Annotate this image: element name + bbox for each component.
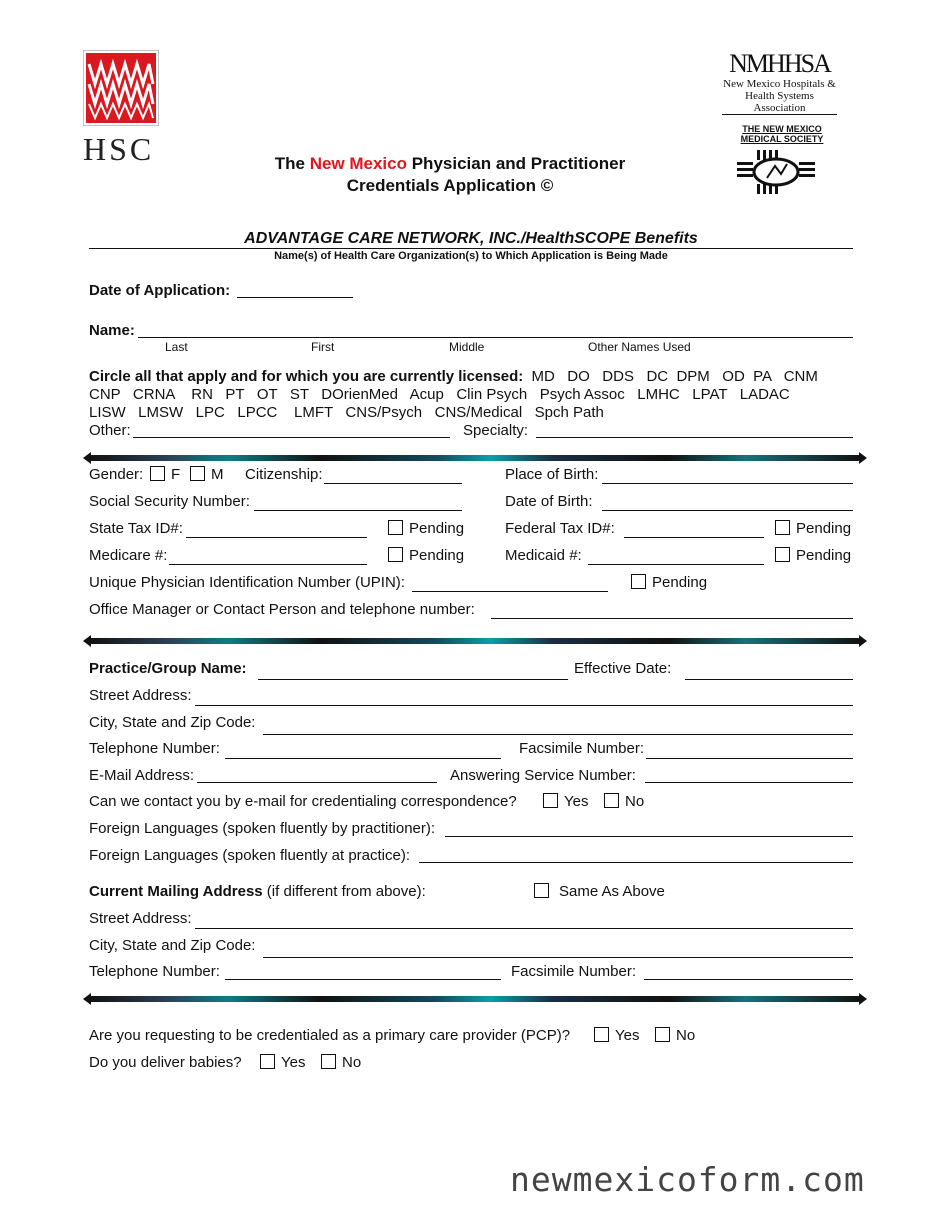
medicare-pending-label: Pending <box>409 547 465 564</box>
pcp-no[interactable] <box>655 1027 695 1045</box>
medicaid-field[interactable] <box>588 564 764 565</box>
name-sub-first: First <box>311 340 335 354</box>
babies-no-label: No <box>342 1054 362 1071</box>
title-highlight: New Mexico <box>309 154 407 173</box>
license-other-label: Other: <box>89 422 131 439</box>
pcp-no-label: No <box>676 1027 696 1044</box>
federal-tax-label: Federal Tax ID#: <box>505 520 615 537</box>
section-divider-3 <box>89 996 861 1002</box>
effective-date-label: Effective Date: <box>574 660 672 677</box>
citizenship-label: Citizenship: <box>245 466 323 483</box>
babies-yes-checkbox[interactable] <box>260 1054 275 1069</box>
pcp-yes[interactable] <box>594 1027 639 1045</box>
title-pre: The <box>274 154 310 173</box>
upin-label: Unique Physician Identification Number (UPIN): <box>89 574 405 591</box>
federal-tax-pending-label: Pending <box>796 520 852 537</box>
mailing-city-field[interactable] <box>263 957 853 958</box>
license-types-3[interactable]: LISW LMSW LPC LPCC LMFT CNS/Psych CNS/Medical Spch Path <box>89 404 604 421</box>
gender-m-label: M <box>211 466 224 483</box>
mailing-street-field[interactable] <box>195 928 853 929</box>
contact-email-no[interactable] <box>604 793 644 811</box>
pcp-no-checkbox[interactable] <box>655 1027 670 1042</box>
pcp-yes-checkbox[interactable] <box>594 1027 609 1042</box>
medicare-label: Medicare #: <box>89 547 168 564</box>
nmhhsa-abbr: NMHHSA <box>729 49 830 78</box>
title-post: Physician and Practitioner <box>407 154 626 173</box>
same-as-above-checkbox[interactable] <box>534 883 549 898</box>
federal-tax-field[interactable] <box>624 537 764 538</box>
date-of-application-label: Date of Application: <box>89 282 231 299</box>
practice-email-label: E-Mail Address: <box>89 767 195 784</box>
mailing-title: Current Mailing Address <box>89 883 263 900</box>
pcp-yes-label: Yes <box>615 1027 640 1044</box>
license-intro: Circle all that apply and for which you are currently licensed: <box>89 368 524 385</box>
organization-caption: Name(s) of Health Care Organization(s) to Which Application is Being Made <box>274 250 668 262</box>
practice-street-field[interactable] <box>195 705 853 706</box>
nmhhsa-line1: New Mexico Hospitals & <box>723 78 836 90</box>
practice-telephone-field[interactable] <box>225 758 501 759</box>
gender-label: Gender: <box>89 466 144 483</box>
practice-fax-field[interactable] <box>646 758 853 759</box>
practice-group-name-label: Practice/Group Name: <box>89 660 247 677</box>
effective-date-field[interactable] <box>685 679 853 680</box>
dob-label: Date of Birth: <box>505 493 593 510</box>
medicare-field[interactable] <box>169 564 367 565</box>
hsc-logo-text: HSC <box>83 131 155 167</box>
babies-yes[interactable] <box>260 1054 305 1072</box>
form-title <box>200 153 700 197</box>
federal-tax-pending-checkbox[interactable] <box>775 520 790 535</box>
mailing-telephone-label: Telephone Number: <box>89 963 220 980</box>
dob-field[interactable] <box>602 510 853 511</box>
mailing-address-heading <box>89 883 426 901</box>
contact-email-yes-checkbox[interactable] <box>543 793 558 808</box>
section-divider-2 <box>89 638 861 644</box>
name-sub-middle: Middle <box>449 340 485 354</box>
medicaid-pending[interactable] <box>775 547 851 565</box>
languages-practitioner-label: Foreign Languages (spoken fluently by practitioner): <box>89 820 436 837</box>
medicare-pending-checkbox[interactable] <box>388 547 403 562</box>
state-tax-pending-checkbox[interactable] <box>388 520 403 535</box>
medicaid-pending-label: Pending <box>796 547 852 564</box>
languages-practice-label: Foreign Languages (spoken fluently at practice): <box>89 847 411 864</box>
same-as-above[interactable] <box>534 883 665 901</box>
state-tax-label: State Tax ID#: <box>89 520 183 537</box>
state-tax-field[interactable] <box>186 537 367 538</box>
practice-telephone-label: Telephone Number: <box>89 740 220 757</box>
gender-f-option[interactable] <box>150 466 180 484</box>
upin-pending-checkbox[interactable] <box>631 574 646 589</box>
nmhhsa-logo <box>722 50 837 115</box>
mailing-fax-field[interactable] <box>644 979 853 980</box>
contact-email-yes-label: Yes <box>564 793 589 810</box>
ssn-field[interactable] <box>254 510 462 511</box>
gender-f-checkbox[interactable] <box>150 466 165 481</box>
upin-pending[interactable] <box>631 574 707 592</box>
form-title-line2: Credentials Application © <box>346 176 554 195</box>
mailing-telephone-field[interactable] <box>225 979 501 980</box>
office-manager-label: Office Manager or Contact Person and telephone number: <box>89 601 475 618</box>
medicare-pending[interactable] <box>388 547 464 565</box>
organization-name: ADVANTAGE CARE NETWORK, INC./HealthSCOPE Benefits <box>244 230 698 247</box>
section-divider-1 <box>89 455 861 461</box>
contact-email-no-checkbox[interactable] <box>604 793 619 808</box>
license-types-2[interactable]: CNP CRNA RN PT OT ST DOrienMed Acup Clin Psych Psych Assoc LMHC LPAT LADAC <box>89 386 790 403</box>
form-title-line1 <box>200 153 700 175</box>
contact-email-yes[interactable] <box>543 793 588 811</box>
hsc-logo-mark <box>83 50 159 126</box>
practice-city-field[interactable] <box>263 734 853 735</box>
medicaid-pending-checkbox[interactable] <box>775 547 790 562</box>
same-as-above-label: Same As Above <box>559 883 665 900</box>
languages-practitioner-field[interactable] <box>445 836 853 837</box>
answering-service-field[interactable] <box>645 782 853 783</box>
languages-practice-field[interactable] <box>419 862 853 863</box>
nmhhsa-line2: Health Systems Association <box>722 90 837 115</box>
citizenship-field[interactable] <box>324 483 462 484</box>
medicaid-label: Medicaid #: <box>505 547 582 564</box>
place-of-birth-field[interactable] <box>602 483 853 484</box>
babies-no[interactable] <box>321 1054 361 1072</box>
practice-group-name-field[interactable] <box>258 679 568 680</box>
license-other-field[interactable] <box>133 437 450 438</box>
gender-f-label: F <box>171 466 181 483</box>
practice-email-field[interactable] <box>197 782 437 783</box>
ssn-label: Social Security Number: <box>89 493 250 510</box>
office-manager-field[interactable] <box>491 618 853 619</box>
babies-no-checkbox[interactable] <box>321 1054 336 1069</box>
mailing-fax-label: Facsimile Number: <box>511 963 637 980</box>
mailing-city-label: City, State and Zip Code: <box>89 937 256 954</box>
federal-tax-pending[interactable] <box>775 520 851 538</box>
state-tax-pending-label: Pending <box>409 520 465 537</box>
zia-symbol-icon <box>737 148 827 196</box>
specialty-field[interactable] <box>536 437 853 438</box>
license-types-1[interactable]: MD DO DDS DC DPM OD PA CNM <box>531 368 818 385</box>
license-line-1 <box>89 368 818 386</box>
gender-m-checkbox[interactable] <box>190 466 205 481</box>
place-of-birth-label: Place of Birth: <box>505 466 599 483</box>
practice-street-label: Street Address: <box>89 687 192 704</box>
hsc-logo <box>83 50 163 167</box>
upin-pending-label: Pending <box>652 574 708 591</box>
babies-yes-label: Yes <box>281 1054 306 1071</box>
gender-m-option[interactable] <box>190 466 224 484</box>
name-field[interactable] <box>138 337 853 338</box>
nmms-line1: THE NEW MEXICO <box>742 124 822 134</box>
nmms-line2: MEDICAL SOCIETY <box>740 134 824 144</box>
name-sub-other: Other Names Used <box>588 340 691 354</box>
watermark: newmexicoform.com <box>510 1160 865 1199</box>
upin-field[interactable] <box>412 591 608 592</box>
babies-question: Do you deliver babies? <box>89 1054 242 1071</box>
contact-email-no-label: No <box>625 793 645 810</box>
pcp-question: Are you requesting to be credentialed as a primary care provider (PCP)? <box>89 1027 571 1044</box>
contact-email-question: Can we contact you by e-mail for credentialing correspondence? <box>89 793 517 810</box>
nmms-logo <box>732 124 832 201</box>
answering-service-label: Answering Service Number: <box>450 767 636 784</box>
state-tax-pending[interactable] <box>388 520 464 538</box>
practice-fax-label: Facsimile Number: <box>519 740 645 757</box>
date-of-application-field[interactable] <box>237 297 353 298</box>
practice-city-label: City, State and Zip Code: <box>89 714 256 731</box>
specialty-label: Specialty: <box>463 422 529 439</box>
organization-name-line[interactable] <box>89 248 853 249</box>
name-sub-last: Last <box>165 340 188 354</box>
mailing-street-label: Street Address: <box>89 910 192 927</box>
mailing-note: (if different from above): <box>262 883 426 900</box>
name-label: Name: <box>89 322 135 339</box>
